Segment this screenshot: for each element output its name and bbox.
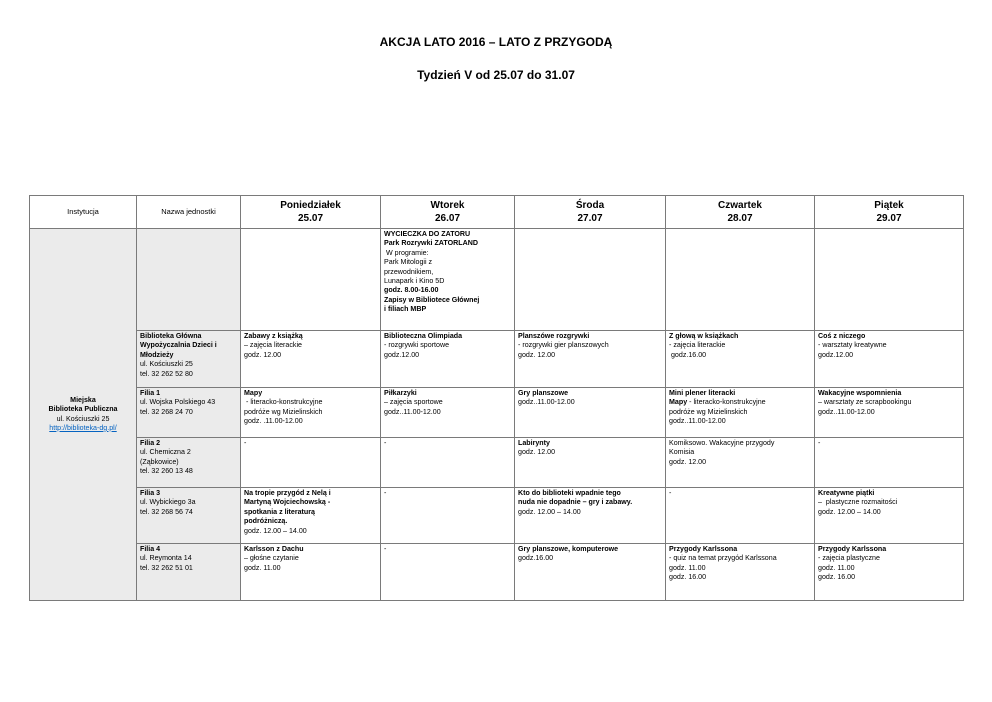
- cell-line: - rozgrywki sportowe: [384, 341, 450, 350]
- cell-line: godz. 16.00: [669, 573, 707, 582]
- event-cell-thursday: [666, 388, 815, 438]
- event-cell-monday: [241, 488, 381, 544]
- table-row: [30, 438, 964, 488]
- cell-line: [669, 398, 811, 407]
- unit-cell: [137, 438, 241, 488]
- event-cell-friday: [815, 331, 964, 388]
- cell-line: podróżniczą.: [244, 517, 288, 526]
- event-cell-tuesday: [381, 388, 515, 438]
- cell-line: – zajęcia literackie: [244, 341, 302, 350]
- day-name: Wtorek: [430, 200, 465, 211]
- cell-line: Coś z niczego: [818, 332, 866, 340]
- cell-line: godz. 8.00-16.00: [384, 286, 439, 295]
- event-cell-wednesday: [515, 331, 666, 388]
- cell-line: Kto do biblioteki wpadnie tego: [518, 489, 621, 497]
- event-cell-tuesday: [381, 544, 515, 601]
- cell-line: -: [669, 489, 672, 497]
- cell-line: i filiach MBP: [384, 305, 427, 314]
- cell-line: Mapy: [244, 389, 263, 397]
- event-cell-monday: [241, 544, 381, 601]
- event-cell-monday: [241, 438, 381, 488]
- event-cell-tuesday: [381, 331, 515, 388]
- event-cell-wednesday: [515, 438, 666, 488]
- header-day-monday: [241, 196, 381, 229]
- cell-line: Wakacyjne wspomnienia: [818, 389, 902, 397]
- cell-line: nuda nie dopadnie – gry i zabawy.: [518, 498, 633, 507]
- cell-line: – warsztaty ze scrapbookingu: [818, 398, 912, 407]
- cell-line: godz.16.00: [518, 554, 554, 563]
- cell-line: Park Rozrywki ZATORLAND: [384, 239, 478, 248]
- cell-line: - quiz na temat przygód Karlssona: [669, 554, 777, 563]
- cell-line: godz. 12.00: [669, 457, 707, 466]
- cell-line: Mini plener literacki: [669, 389, 736, 397]
- cell-line: ul. Wojska Polskiego 43: [140, 398, 216, 407]
- cell-line: Przygody Karlssona: [818, 545, 887, 553]
- cell-line: przewodnikiem,: [384, 267, 434, 276]
- cell-line: godz. 11.00: [669, 563, 706, 572]
- day-date: 28.07: [727, 213, 753, 224]
- event-cell-friday: [815, 544, 964, 601]
- cell-line: ul. Wybickiego 3a: [140, 498, 196, 507]
- event-cell-monday: [241, 331, 381, 388]
- cell-line: Filia 1: [140, 389, 161, 397]
- cell-line: – głośne czytanie: [244, 554, 299, 563]
- day-name: Czwartek: [718, 200, 762, 211]
- header-institution: Instytucja: [30, 196, 137, 229]
- cell-line: Z głową w książkach: [669, 332, 739, 340]
- event-cell-tuesday: [381, 229, 515, 331]
- day-date: 29.07: [876, 213, 902, 224]
- header-unit: Nazwa jednostki: [137, 196, 241, 229]
- cell-line: godz. 11.00: [244, 563, 281, 572]
- cell-line: Gry planszowe, komputerowe: [518, 545, 619, 553]
- cell-line: godz. 12.00: [244, 350, 282, 359]
- cell-line: - zajęcia plastyczne: [818, 554, 880, 563]
- day-date: 26.07: [434, 213, 461, 224]
- day-date: 25.07: [297, 213, 324, 224]
- event-cell-thursday: [666, 438, 815, 488]
- cell-line: -: [818, 439, 821, 447]
- schedule-table: [29, 195, 964, 601]
- cell-line: Kreatywne piątki: [818, 489, 875, 497]
- event-cell-thursday: [666, 488, 815, 544]
- day-name: Poniedziałek: [280, 200, 341, 211]
- cell-line: -: [244, 439, 247, 447]
- cell-line: tel. 32 260 13 48: [140, 467, 193, 476]
- day-name: Piątek: [874, 200, 904, 211]
- cell-line: Gry planszowe: [518, 389, 569, 397]
- event-cell-wednesday: [515, 388, 666, 438]
- cell-line: – plastyczne rozmaitości: [818, 498, 898, 507]
- header-row: [30, 196, 964, 229]
- cell-line-rest: - literacko-konstrukcyjne: [687, 398, 766, 407]
- institution-name: Biblioteka Publiczna: [48, 405, 118, 414]
- table-row: [30, 388, 964, 438]
- cell-line: Komiksowo. Wakacyjne przygody: [669, 439, 775, 447]
- event-cell-wednesday: [515, 229, 666, 331]
- cell-line: – zajęcia sportowe: [384, 398, 443, 407]
- cell-line: godz..11.00-12.00: [669, 417, 726, 426]
- cell-line: Filia 4: [140, 545, 161, 553]
- cell-line: podróże wg Mizielinskich: [669, 407, 748, 416]
- table-row: [30, 544, 964, 601]
- cell-line: Planszówe rozgrywki: [518, 332, 590, 340]
- cell-line: Lunapark i Kino 5D: [384, 277, 445, 286]
- cell-line-bold: Mapy: [669, 398, 688, 407]
- cell-line: - literacko-konstrukcyjne: [244, 398, 323, 407]
- cell-line: -: [384, 489, 387, 497]
- page-title: AKCJA LATO 2016 – LATO Z PRZYGODĄ: [379, 35, 613, 49]
- cell-line: -: [384, 439, 387, 447]
- cell-line: Labirynty: [518, 439, 550, 447]
- cell-line: godz. 12.00 – 14.00: [244, 526, 307, 535]
- unit-cell: [137, 388, 241, 438]
- cell-line: tel. 32 262 51 01: [140, 563, 193, 572]
- cell-line: godz..11.00-12.00: [384, 407, 441, 416]
- cell-line: Zabawy z książką: [244, 332, 303, 340]
- event-cell-thursday: [666, 229, 815, 331]
- cell-line: ul. Chemiczna 2: [140, 448, 191, 457]
- cell-line: tel. 32 262 52 80: [140, 369, 193, 378]
- event-cell-tuesday: [381, 488, 515, 544]
- table-row: [30, 331, 964, 388]
- header-day-friday: [815, 196, 964, 229]
- cell-line: (Ząbkowice): [140, 457, 179, 466]
- unit-cell: [137, 544, 241, 601]
- cell-line: Wypożyczalnia Dzieci i: [140, 341, 217, 350]
- cell-line: ul. Kościuszki 25: [140, 360, 193, 369]
- cell-line: Filia 2: [140, 439, 161, 447]
- cell-line: WYCIECZKA DO ZATORU: [384, 230, 471, 238]
- unit-cell: [137, 488, 241, 544]
- cell-line: godz.12.00: [384, 350, 420, 359]
- cell-line: Filia 3: [140, 489, 161, 497]
- cell-line: Zapisy w Bibliotece Głównej: [384, 295, 480, 304]
- cell-line: - zajęcia literackie: [669, 341, 726, 350]
- institution-address: ul. Kościuszki 25: [56, 414, 110, 423]
- cell-line: godz..11.00-12.00: [518, 398, 575, 407]
- cell-line: godz.16.00: [669, 350, 707, 359]
- cell-line: godz. 12.00: [518, 448, 556, 457]
- cell-line: Martyną Wojciechowską -: [244, 498, 331, 507]
- event-cell-thursday: [666, 331, 815, 388]
- unit-cell: [137, 229, 241, 331]
- cell-line: tel. 32 268 56 74: [140, 507, 193, 516]
- cell-line: godz. .11.00-12.00: [244, 417, 303, 426]
- cell-line: - warsztaty kreatywne: [818, 341, 887, 350]
- table-row: [30, 229, 964, 331]
- cell-line: - rozgrywki gier planszowych: [518, 341, 609, 350]
- cell-line: godz. 11.00: [818, 563, 855, 572]
- cell-line: spotkania z literaturą: [244, 507, 315, 516]
- event-cell-monday: [241, 388, 381, 438]
- day-name: Środa: [575, 200, 605, 211]
- page-subtitle: Tydzień V od 25.07 do 31.07: [417, 68, 575, 82]
- cell-line: godz. 12.00: [518, 350, 556, 359]
- cell-line: Na tropie przygód z Nelą i: [244, 489, 331, 497]
- event-cell-friday: [815, 488, 964, 544]
- cell-line: Karlsson z Dachu: [244, 545, 304, 553]
- event-cell-monday: [241, 229, 381, 331]
- cell-line: W programie:: [384, 248, 429, 257]
- cell-line: Piłkarzyki: [384, 389, 417, 397]
- event-cell-friday: [815, 229, 964, 331]
- cell-line: Młodzieży: [140, 350, 174, 359]
- cell-line: godz.12.00: [818, 350, 854, 359]
- event-cell-tuesday: [381, 438, 515, 488]
- unit-cell: [137, 331, 241, 388]
- cell-line: Przygody Karlssona: [669, 545, 738, 553]
- cell-line: -: [384, 545, 387, 553]
- event-cell-thursday: [666, 544, 815, 601]
- header-day-wednesday: [515, 196, 666, 229]
- event-cell-wednesday: [515, 488, 666, 544]
- event-cell-friday: [815, 438, 964, 488]
- cell-line: podróże wg Mizielinskich: [244, 407, 323, 416]
- header-day-tuesday: [381, 196, 515, 229]
- header-day-thursday: [666, 196, 815, 229]
- cell-line: godz. 12.00 – 14.00: [818, 507, 881, 516]
- institution-name: Miejska: [70, 395, 96, 404]
- institution-link[interactable]: http://biblioteka-dg.pl/: [49, 423, 117, 432]
- event-cell-wednesday: [515, 544, 666, 601]
- cell-line: Biblioteka Główna: [140, 332, 202, 340]
- cell-line: godz..11.00-12.00: [818, 407, 875, 416]
- day-date: 27.07: [577, 213, 603, 224]
- table-row: [30, 488, 964, 544]
- event-cell-friday: [815, 388, 964, 438]
- cell-line: tel. 32 268 24 70: [140, 407, 193, 416]
- cell-line: godz. 16.00: [818, 573, 856, 582]
- cell-line: ul. Reymonta 14: [140, 554, 192, 563]
- cell-line: Komisia: [669, 448, 695, 457]
- cell-line: Park Mitologii z: [384, 258, 433, 267]
- cell-line: godz. 12.00 – 14.00: [518, 507, 581, 516]
- cell-line: Biblioteczna Olimpiada: [384, 332, 463, 340]
- institution-cell: [30, 229, 137, 601]
